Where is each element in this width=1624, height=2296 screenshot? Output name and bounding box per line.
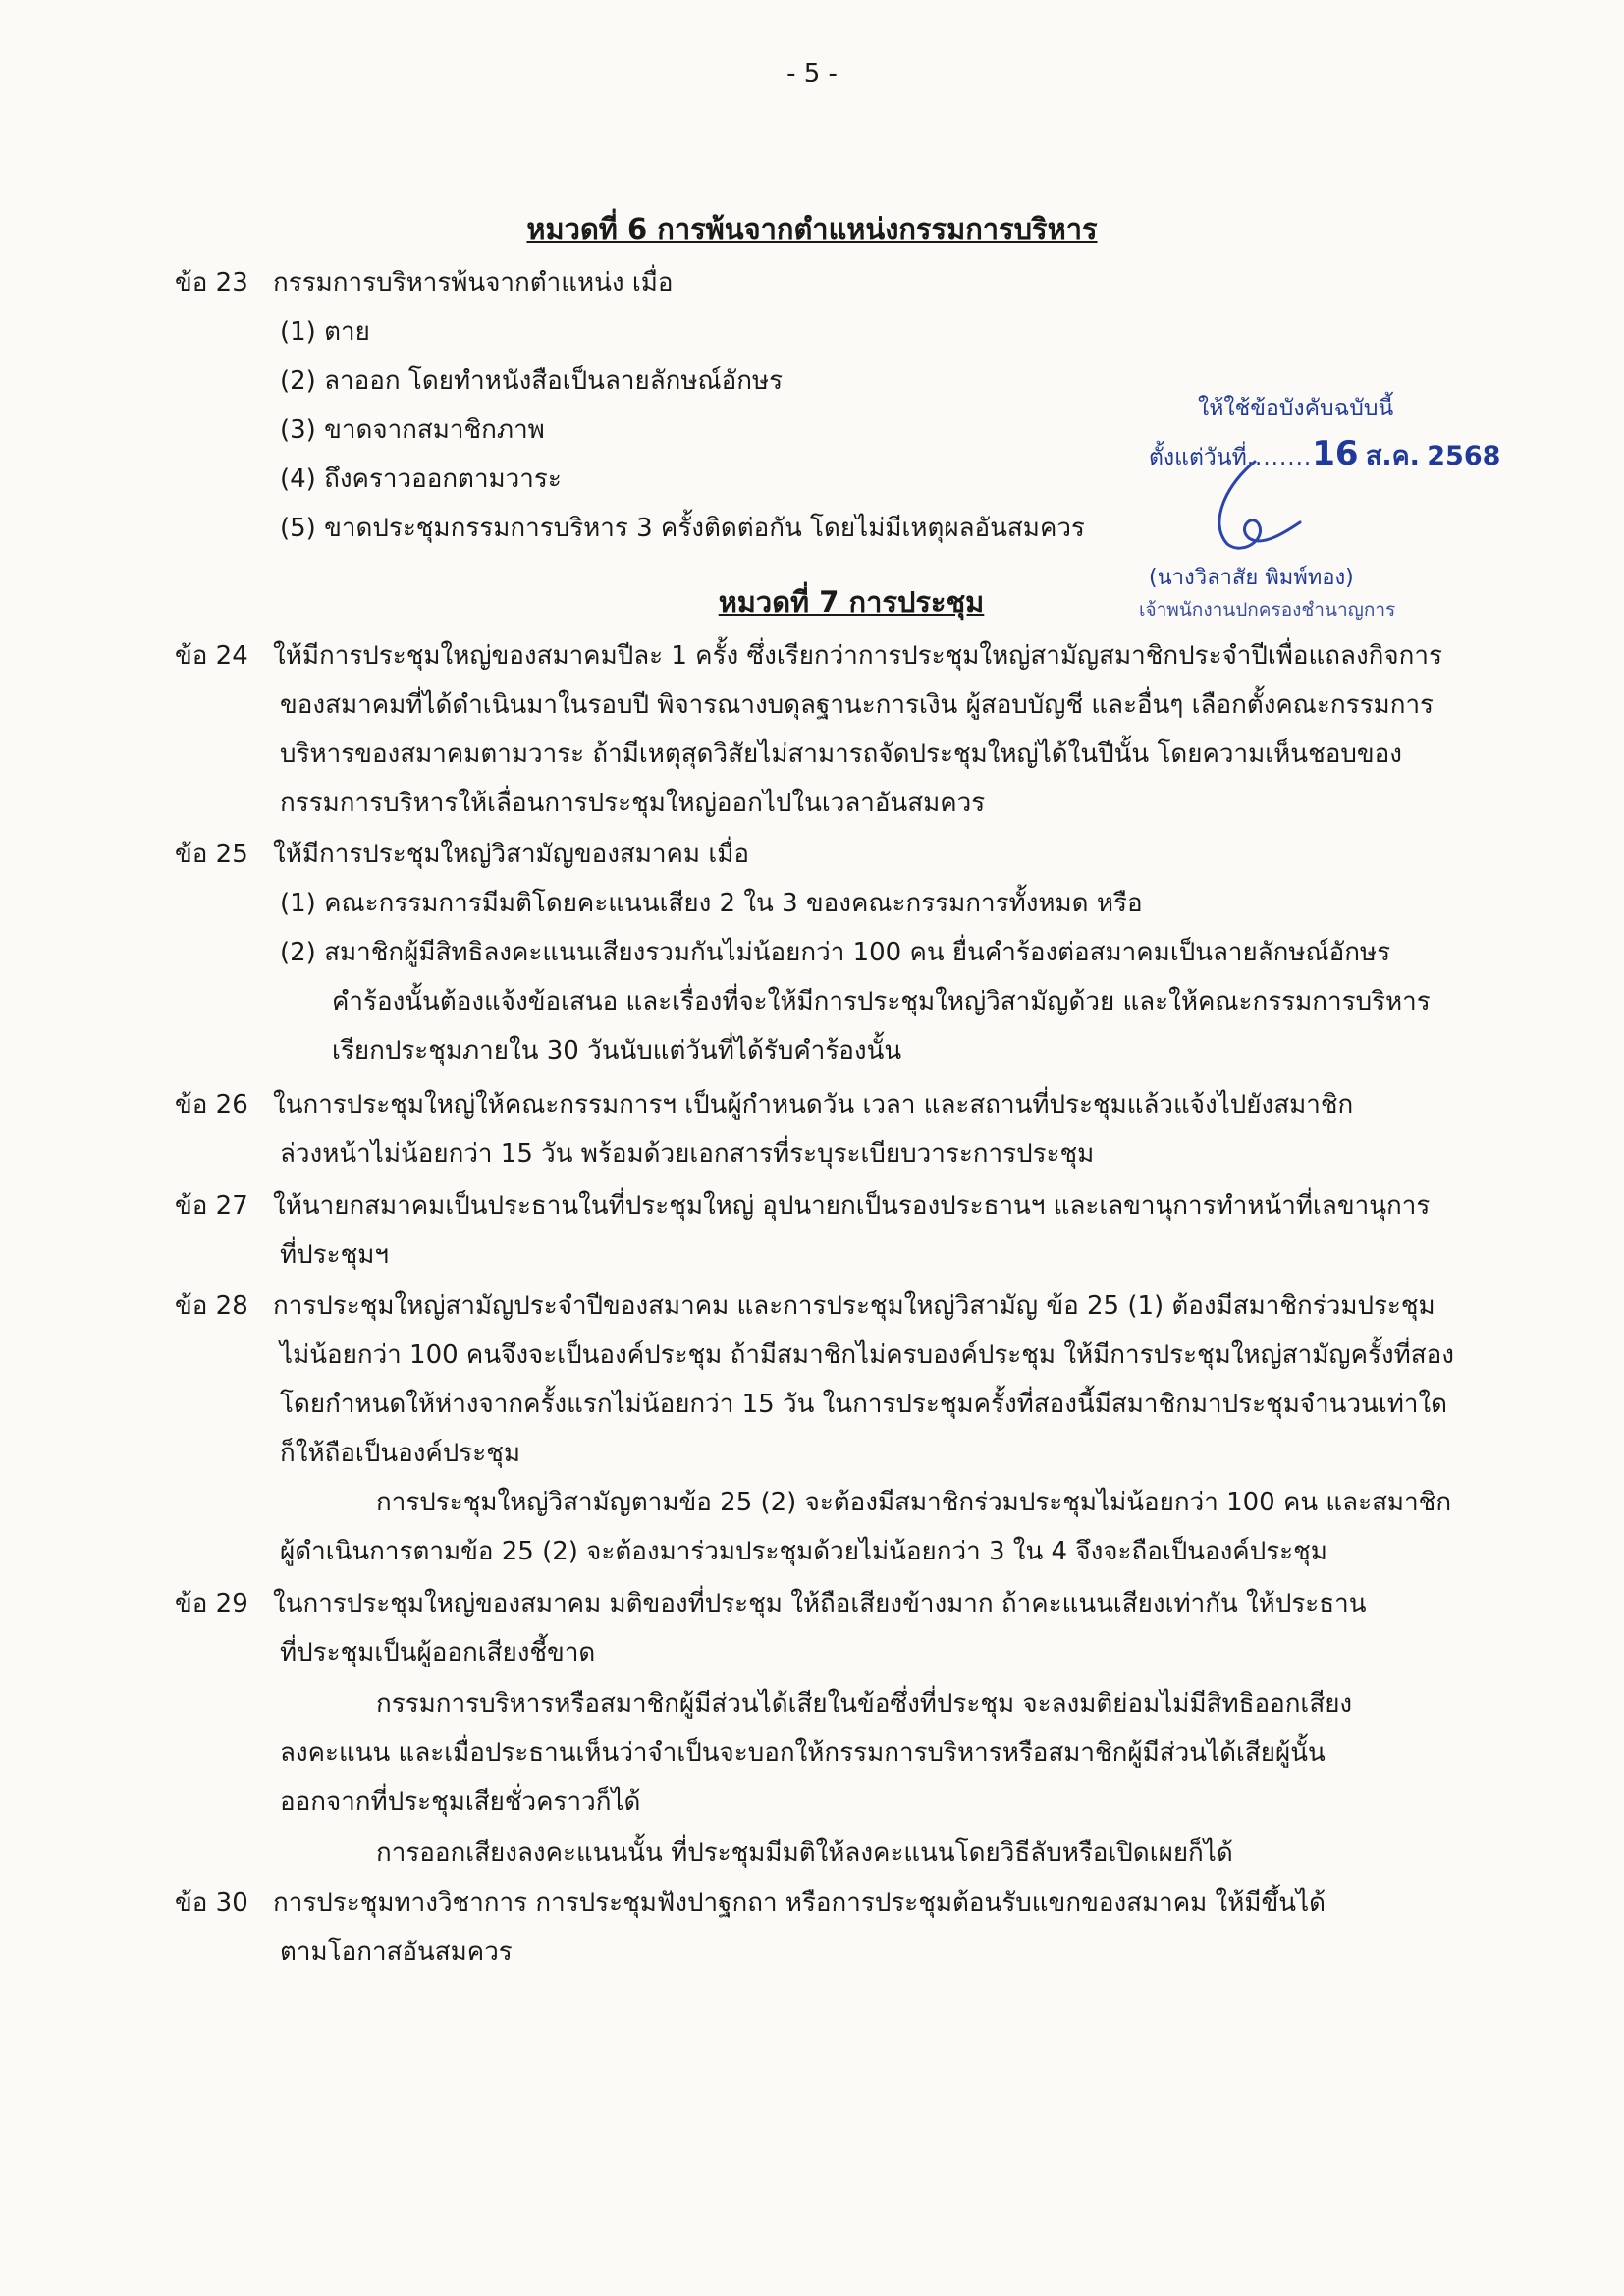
clause-line: กรรมการบริหารให้เลื่อนการประชุมใหญ่ออกไปในเวลาอันสมควร: [280, 789, 986, 818]
stamp-heading: ให้ใช้ข้อบังคับฉบับนี้: [1198, 396, 1394, 421]
paragraph-line: ออกจากที่ประชุมเสียชั่วคราวก็ได้: [280, 1787, 641, 1817]
clause-line: โดยกำหนดให้ห่างจากครั้งแรกไม่น้อยกว่า 15 วัน ในการประชุมครั้งที่สองนี้มีสมาชิกมาประชุมจำนวนเท่าใด: [280, 1390, 1448, 1419]
stamp-date-month: ส.ค.: [1365, 441, 1420, 471]
list-item: (2) ลาออก โดยทำหนังสือเป็นลายลักษณ์อักษร: [280, 366, 784, 396]
clause-text: ให้มีการประชุมใหญ่วิสามัญของสมาคม เมื่อ: [273, 840, 749, 869]
stamp-date-year: 2568: [1427, 441, 1501, 471]
paragraph-line: ผู้ดำเนินการตามข้อ 25 (2) จะต้องมาร่วมประชุมด้วยไม่น้อยกว่า 3 ใน 4 จึงจะถือเป็นองค์ประชุม: [280, 1537, 1327, 1566]
clause-line: ล่วงหน้าไม่น้อยกว่า 15 วัน พร้อมด้วยเอกสารที่ระบุระเบียบวาระการประชุม: [280, 1139, 1095, 1169]
list-item: (2) สมาชิกผู้มีสิทธิลงคะแนนเสียงรวมกันไม่น้อยกว่า 100 คน ยื่นคำร้องต่อสมาคมเป็นลายลักษณ์อักษร: [280, 938, 1391, 967]
clause-line: ในการประชุมใหญ่ของสมาคม มติของที่ประชุม ให้ถือเสียงข้างมาก ถ้าคะแนนเสียงเท่ากัน ให้ประธาน: [273, 1589, 1367, 1618]
list-item: (1) คณะกรรมการมีมติโดยคะแนนเสียง 2 ใน 3 ของคณะกรรมการทั้งหมด หรือ: [280, 889, 1143, 918]
clause-line: ของสมาคมที่ได้ดำเนินมาในรอบปี พิจารณางบดุลฐานะการเงิน ผู้สอบบัญชี และอื่นๆ เลือกตั้งคณะกรรมการ: [280, 690, 1435, 720]
clause-line: ในการประชุมใหญ่ให้คณะกรรมการฯ เป็นผู้กำหนดวัน เวลา และสถานที่ประชุมแล้วแจ้งไปยังสมาชิก: [273, 1090, 1354, 1120]
stamp-officer-name: (นางวิลาสัย พิมพ์ทอง): [1149, 566, 1354, 590]
clause-line: ตามโอกาสอันสมควร: [280, 1938, 513, 1967]
paragraph-line: การประชุมใหญ่วิสามัญตามข้อ 25 (2) จะต้องมีสมาชิกร่วมประชุมไม่น้อยกว่า 100 คน และสมาชิก: [376, 1488, 1452, 1517]
clause-line: ให้มีการประชุมใหญ่ของสมาคมปีละ 1 ครั้ง ซึ่งเรียกว่าการประชุมใหญ่สามัญสมาชิกประจำปีเพื่อแถลงกิจการ: [273, 641, 1442, 671]
page-number: - 5 -: [786, 59, 838, 88]
stamp-dots: ........: [1246, 445, 1313, 470]
clause-number: ข้อ 23: [175, 268, 248, 298]
clause-line: ก็ให้ถือเป็นองค์ประชุม: [280, 1439, 521, 1468]
approval-stamp: [1110, 373, 1522, 629]
clause-number: ข้อ 24: [175, 641, 248, 671]
clause-line: ที่ประชุมฯ: [280, 1240, 389, 1270]
clause-text: กรรมการบริหารพ้นจากตำแหน่ง เมื่อ: [273, 268, 674, 298]
paragraph-line: ลงคะแนน และเมื่อประธานเห็นว่าจำเป็นจะบอกให้กรรมการบริหารหรือสมาชิกผู้มีส่วนได้เสียผู้นั้น: [280, 1738, 1326, 1768]
list-item-continuation: เรียกประชุมภายใน 30 วันนับแต่วันที่ได้รับคำร้องนั้น: [332, 1036, 902, 1066]
stamp-date-prefix: ตั้งแต่วันที่: [1149, 445, 1247, 470]
clause-number: ข้อ 27: [175, 1191, 248, 1221]
clause-number: ข้อ 28: [175, 1291, 248, 1321]
list-item-continuation: คำร้องนั้นต้องแจ้งข้อเสนอ และเรื่องที่จะให้มีการประชุมใหญ่วิสามัญด้วย และให้คณะกรรมการบริหาร: [332, 987, 1431, 1016]
list-item: (3) ขาดจากสมาชิกภาพ: [280, 415, 545, 445]
chapter-6-heading: หมวดที่ 6 การพ้นจากตำแหน่งกรรมการบริหาร: [526, 212, 1098, 246]
clause-number: ข้อ 25: [175, 840, 248, 869]
clause-line: ไม่น้อยกว่า 100 คนจึงจะเป็นองค์ประชุม ถ้ามีสมาชิกไม่ครบองค์ประชุม ให้มีการประชุมใหญ่สามัญครั้งที่สอง: [280, 1340, 1454, 1370]
clause-line: บริหารของสมาคมตามวาระ ถ้ามีเหตุสุดวิสัยไม่สามารถจัดประชุมใหญ่ได้ในปีนั้น โดยความเห็นชอบของ: [280, 739, 1402, 769]
clause-line: การประชุมใหญ่สามัญประจำปีของสมาคม และการประชุมใหญ่วิสามัญ ข้อ 25 (1) ต้องมีสมาชิกร่วมประชุม: [273, 1291, 1435, 1321]
list-item: (5) ขาดประชุมกรรมการบริหาร 3 ครั้งติดต่อกัน โดยไม่มีเหตุผลอันสมควร: [280, 514, 1085, 543]
signature-mark: [1198, 454, 1306, 562]
stamp-date-day: 16: [1312, 434, 1359, 473]
stamp-officer-title: เจ้าพนักงานปกครองชำนาญการ: [1139, 599, 1396, 621]
chapter-7-heading: หมวดที่ 7 การประชุม: [718, 585, 985, 619]
clause-number: ข้อ 26: [175, 1090, 248, 1120]
clause-line: การประชุมทางวิชาการ การประชุมฟังปาฐกถา หรือการประชุมต้อนรับแขกของสมาคม ให้มีขึ้นได้: [273, 1888, 1326, 1918]
clause-number: ข้อ 29: [175, 1589, 248, 1618]
clause-line: ที่ประชุมเป็นผู้ออกเสียงชี้ขาด: [280, 1638, 596, 1667]
paragraph-line: กรรมการบริหารหรือสมาชิกผู้มีส่วนได้เสียในข้อซึ่งที่ประชุม จะลงมติย่อมไม่มีสิทธิออกเสียง: [376, 1689, 1353, 1719]
clause-line: ให้นายกสมาคมเป็นประธานในที่ประชุมใหญ่ อุปนายกเป็นรองประธานฯ และเลขานุการทำหน้าที่เลขานุการ: [273, 1191, 1431, 1221]
list-item: (1) ตาย: [280, 317, 370, 347]
clause-number: ข้อ 30: [175, 1888, 248, 1918]
paragraph-line: การออกเสียงลงคะแนนนั้น ที่ประชุมมีมติให้ลงคะแนนโดยวิธีลับหรือเปิดเผยก็ได้: [376, 1838, 1233, 1868]
list-item: (4) ถึงคราวออกตามวาระ: [280, 465, 562, 494]
